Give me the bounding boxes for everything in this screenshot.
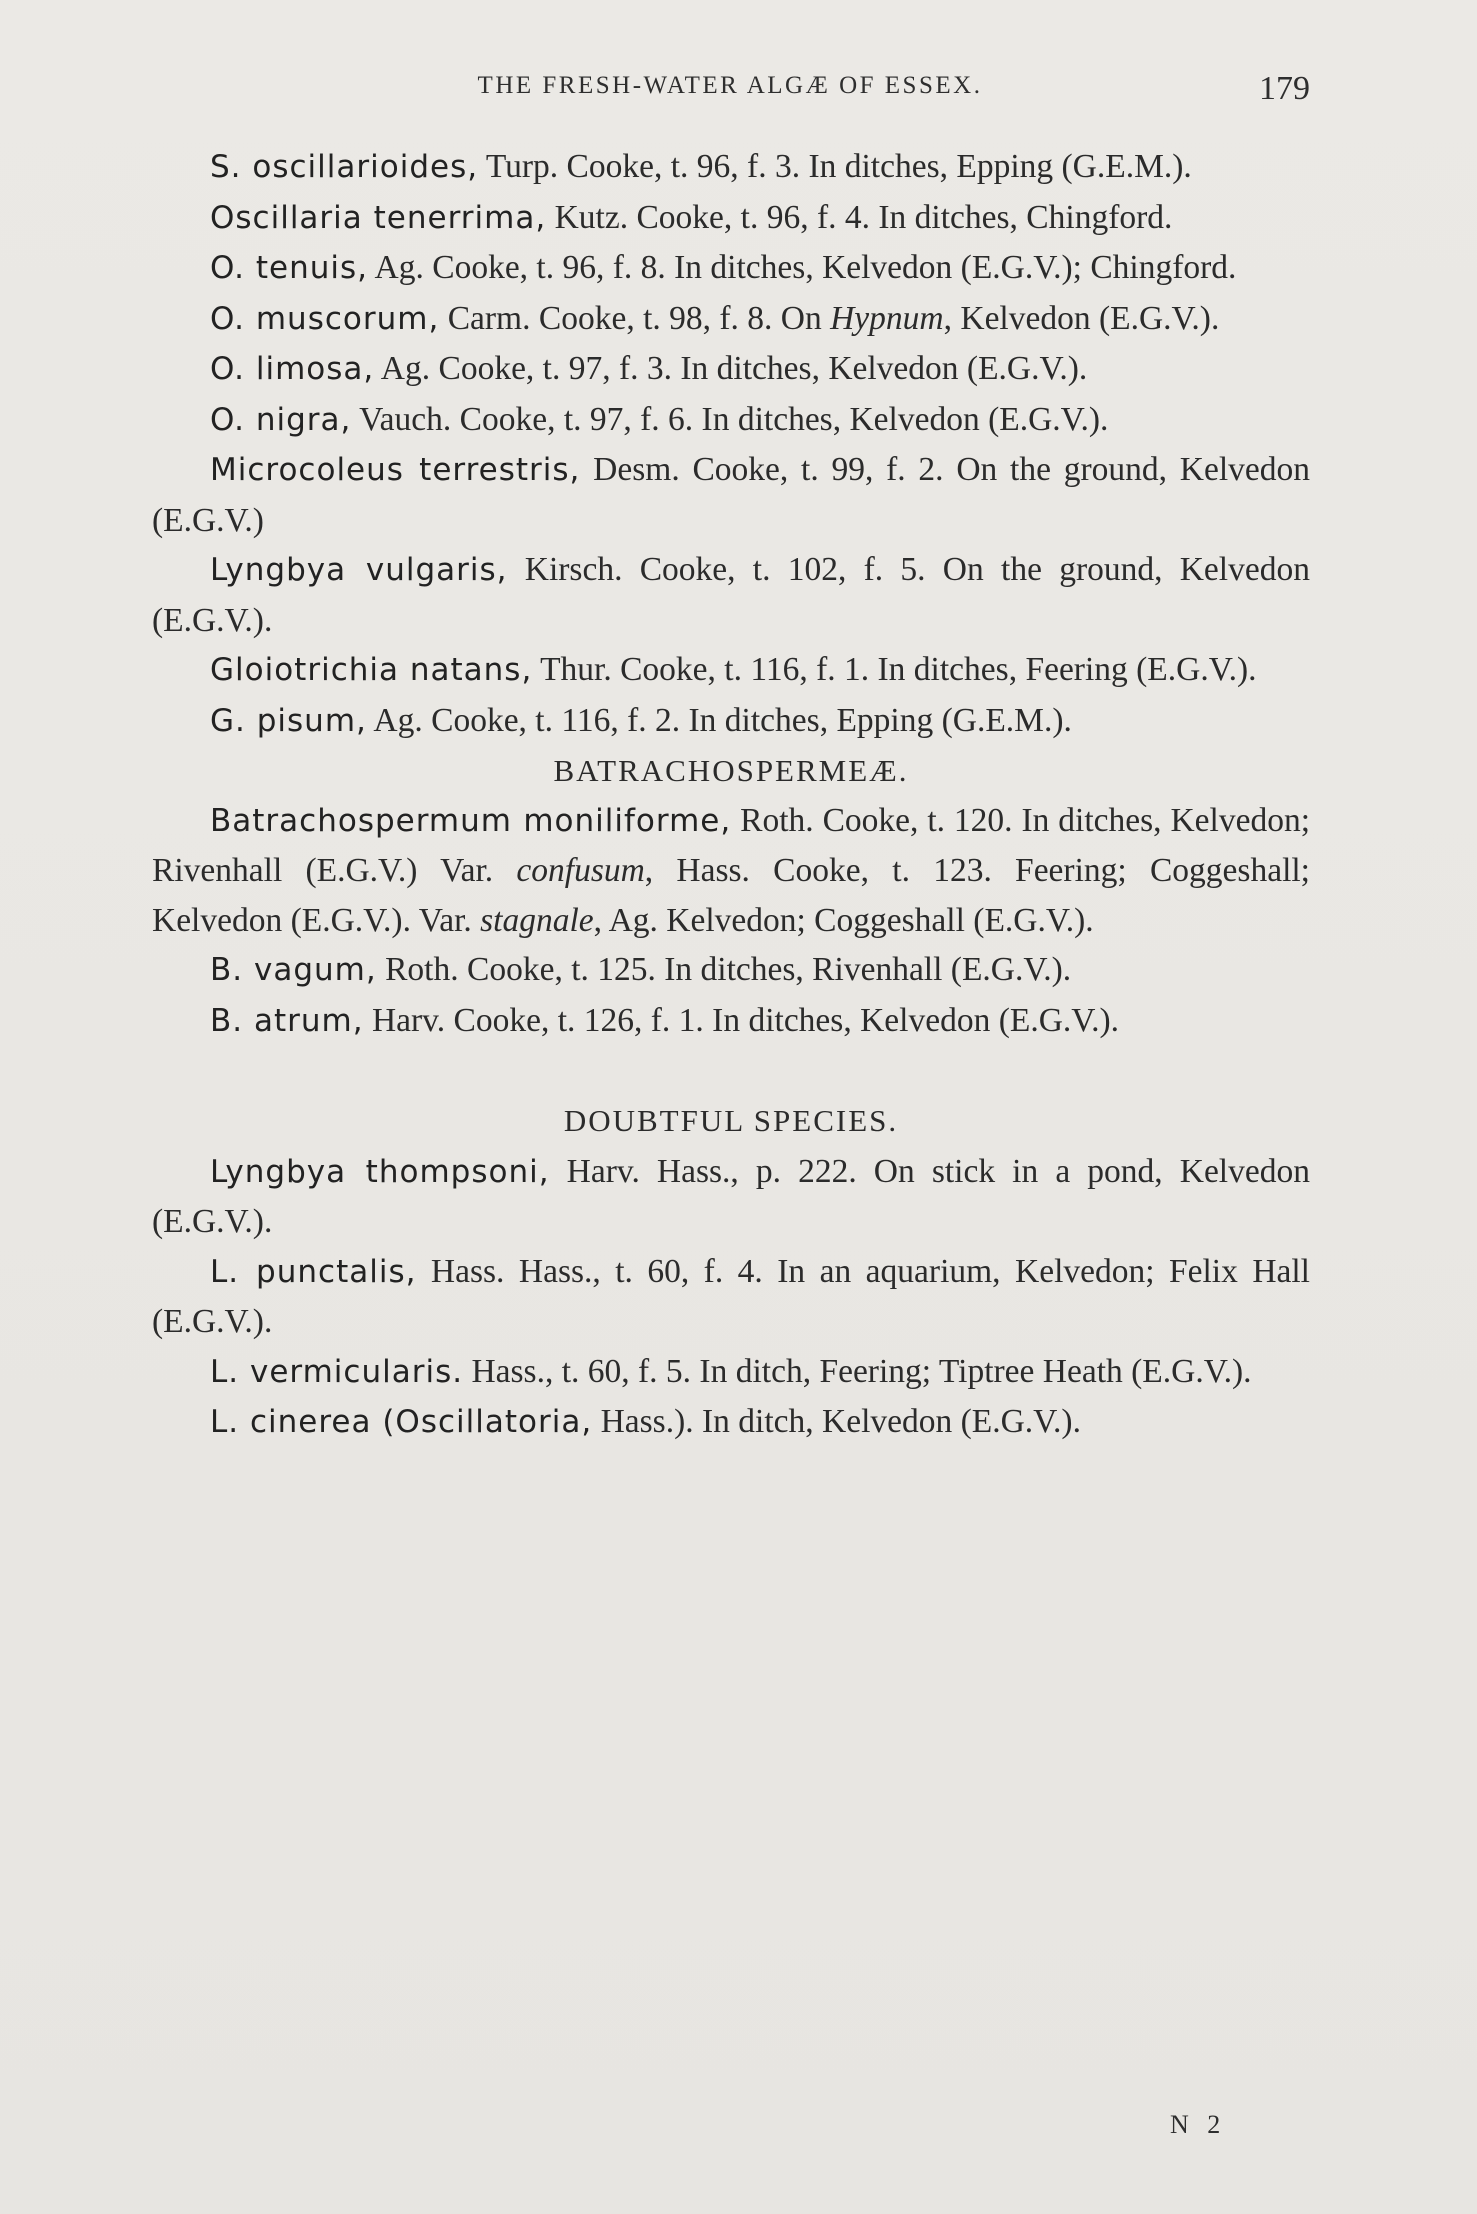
species-details-end: , Ag. Kelvedon; Coggeshall (E.G.V.).	[593, 901, 1094, 939]
page-number: 179	[1259, 70, 1310, 107]
species-details: Ag. Cooke, t. 97, f. 3. In ditches, Kelvedon (E.G.V.).	[374, 350, 1088, 387]
species-entry	[152, 1347, 1310, 1398]
species-name: G. pisum,	[210, 702, 367, 739]
species-details: Harv. Cooke, t. 126, f. 1. In ditches, Kelvedon (E.G.V.).	[363, 1001, 1120, 1039]
species-entry	[152, 1147, 1310, 1247]
species-entry	[152, 645, 1310, 696]
species-name: L. punctalis,	[210, 1253, 417, 1290]
species-name: O. limosa,	[210, 351, 375, 387]
species-entry	[152, 1397, 1310, 1448]
species-name: Batrachospermum moniliforme,	[210, 802, 732, 839]
species-details: Ag. Cooke, t. 96, f. 8. In ditches, Kelvedon (E.G.V.); Chingford.	[368, 249, 1237, 286]
species-entry	[152, 1247, 1310, 1347]
species-name: O. nigra,	[210, 401, 352, 438]
species-entry	[152, 696, 1310, 747]
italic-genus: Hypnum	[830, 299, 944, 337]
species-details: Ag. Cooke, t. 116, f. 2. In ditches, Epping (G.E.M.).	[366, 701, 1072, 739]
species-entry	[152, 445, 1310, 545]
species-details: Harv. Hass., p. 222. On stick in a pond, Kelvedon (E.G.V.).	[152, 1152, 1310, 1240]
species-details: Hass.). In ditch, Kelvedon (E.G.V.).	[592, 1403, 1081, 1440]
species-details: Kirsch. Cooke, t. 102, f. 5. On the ground, Kelvedon (E.G.V.).	[152, 551, 1310, 639]
species-details: Roth. Cooke, t. 125. In ditches, Rivenhall (E.G.V.).	[376, 951, 1072, 988]
species-details: Carm. Cooke, t. 98, f. 8. On	[439, 299, 831, 337]
species-name: Lyngbya vulgaris,	[210, 552, 508, 588]
species-name: Lyngbya thompsoni,	[210, 1153, 550, 1190]
species-details: Hass. Hass., t. 60, f. 4. In an aquarium, Kelvedon; Felix Hall (E.G.V.).	[152, 1252, 1310, 1340]
page-header	[150, 70, 1310, 110]
species-entry	[152, 344, 1310, 395]
italic-variety: confusum	[516, 852, 645, 889]
species-entry	[152, 243, 1310, 294]
section-heading-doubtful-species: DOUBTFUL SPECIES.	[563, 1103, 899, 1138]
species-entry	[152, 945, 1310, 996]
section-heading-batrachospermeae: BATRACHOSPERMEÆ.	[553, 753, 909, 788]
species-name: L. vermicularis.	[210, 1353, 464, 1390]
species-details: Desm. Cooke, t. 99, f. 2. On the ground, Kelvedon (E.G.V.)	[152, 451, 1310, 539]
species-name: Gloiotrichia natans,	[210, 652, 533, 688]
species-entry	[152, 142, 1310, 193]
species-details: Roth. Cooke, t. 120. In ditches, Kelvedon; Rivenhall (E.G.V.) Var.	[152, 801, 1311, 889]
species-entry	[152, 193, 1310, 244]
italic-variety: stagnale	[480, 901, 594, 939]
species-name: O. muscorum,	[210, 300, 440, 337]
signature-mark: N 2	[1170, 2110, 1227, 2139]
species-entry	[152, 796, 1310, 946]
species-details: Vauch. Cooke, t. 97, f. 6. In ditches, Kelvedon (E.G.V.).	[351, 400, 1109, 438]
species-details: Thur. Cooke, t. 116, f. 1. In ditches, Feering (E.G.V.).	[532, 651, 1257, 688]
species-name: B. atrum,	[210, 1002, 364, 1039]
species-name: Microcoleus terrestris,	[210, 452, 581, 488]
species-name: Oscillaria tenerrima,	[210, 199, 547, 236]
species-details-cont: , Hass. Cooke, t. 123. Feering; Coggeshall; Kelvedon (E.G.V.). Var.	[152, 852, 1310, 939]
species-name: S. oscillarioides,	[210, 149, 479, 185]
species-entry	[152, 545, 1310, 645]
species-name: L. cinerea (Oscillatoria,	[210, 1404, 593, 1440]
species-details-end: , Kelvedon (E.G.V.).	[943, 299, 1220, 337]
species-entry	[152, 395, 1310, 446]
running-head: THE FRESH-WATER ALGÆ OF ESSEX.	[477, 72, 983, 99]
species-details: Kutz. Cooke, t. 96, f. 4. In ditches, Chingford.	[546, 198, 1173, 236]
body-text	[152, 142, 1310, 1448]
species-details: Turp. Cooke, t. 96, f. 3. In ditches, Epping (G.E.M.).	[478, 148, 1192, 185]
species-name: O. tenuis,	[210, 250, 368, 286]
species-name: B. vagum,	[210, 952, 377, 988]
species-entry	[152, 996, 1310, 1047]
species-details: Hass., t. 60, f. 5. In ditch, Feering; Tiptree Heath (E.G.V.).	[463, 1352, 1252, 1390]
species-entry	[152, 294, 1310, 345]
